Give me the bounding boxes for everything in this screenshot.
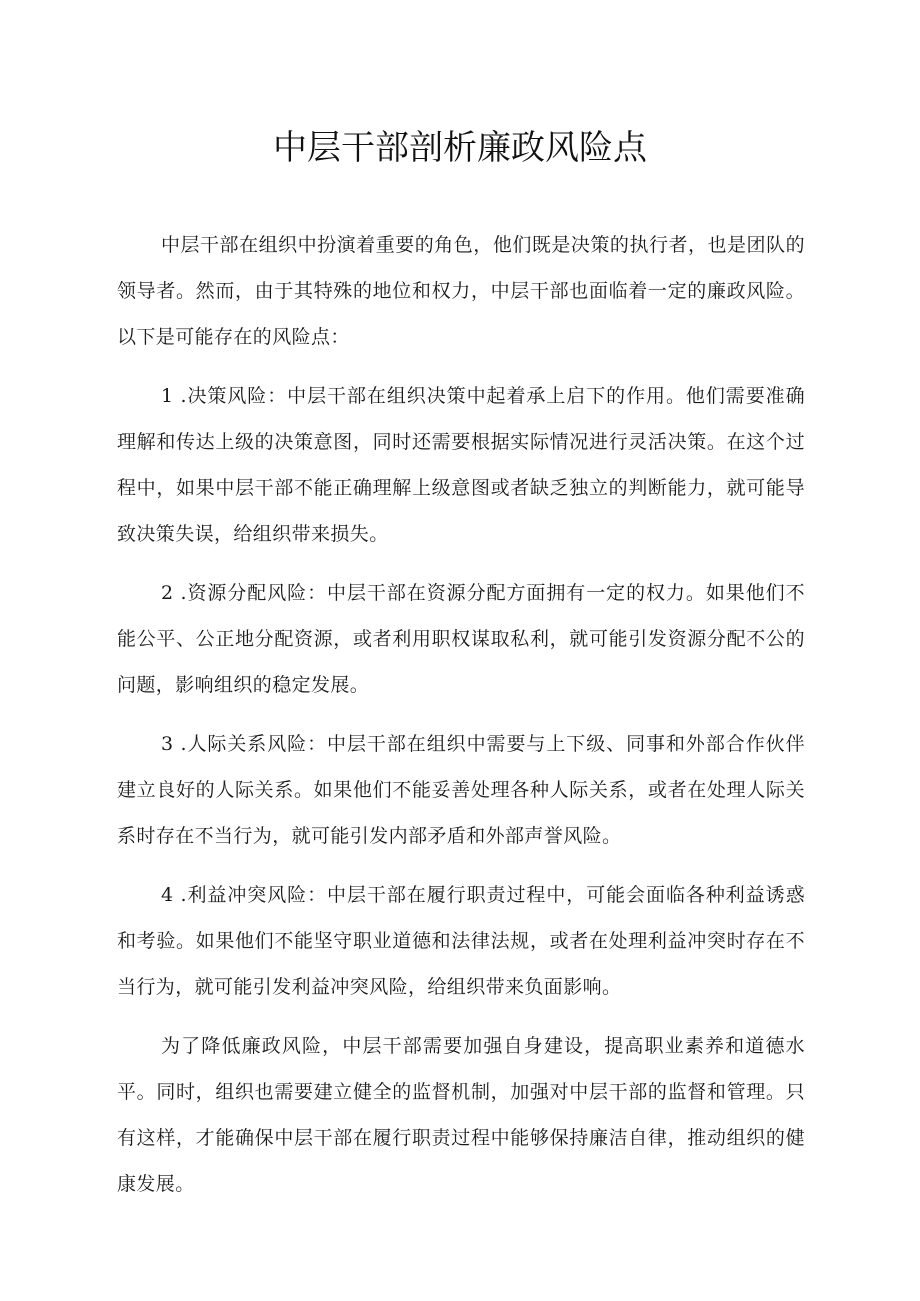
document-body <box>117 222 805 1220</box>
resource-allocation-risk-paragraph: 2 .资源分配风险：中层干部在资源分配方面拥有一定的权力。如果他们不能公平、公正地分配资源，或者利用职权谋取私利，就可能引发资源分配不公的问题，影响组织的稳定发展。 <box>117 582 805 696</box>
conflict-of-interest-risk-paragraph: 4 .利益冲突风险：中层干部在履行职责过程中，可能会面临各种利益诱惑和考验。如果他们不能坚守职业道德和法律法规，或者在处理利益冲突时存在不当行为，就可能引发利益冲突风险，给组织带来负面影响。 <box>117 884 805 998</box>
conclusion-paragraph: 为了降低廉政风险，中层干部需要加强自身建设，提高职业素养和道德水平。同时，组织也需要建立健全的监督机制，加强对中层干部的监督和管理。只有这样，才能确保中层干部在履行职责过程中能够保持廉洁自律，推动组织的健康发展。 <box>117 1035 805 1195</box>
interpersonal-risk-paragraph: 3 .人际关系风险：中层干部在组织中需要与上下级、同事和外部合作伙伴建立良好的人际关系。如果他们不能妥善处理各种人际关系，或者在处理人际关系时存在不当行为，就可能引发内部矛盾和外部声誉风险。 <box>117 733 805 847</box>
intro-paragraph: 中层干部在组织中扮演着重要的角色，他们既是决策的执行者，也是团队的领导者。然而，由于其特殊的地位和权力，中层干部也面临着一定的廉政风险。以下是可能存在的风险点： <box>117 234 805 348</box>
decision-risk-paragraph: 1 .决策风险：中层干部在组织决策中起着承上启下的作用。他们需要准确理解和传达上级的决策意图，同时还需要根据实际情况进行灵活决策。在这个过程中，如果中层干部不能正确理解上级意图或者缺乏独立的判断能力，就可能导致决策失误，给组织带来损失。 <box>117 385 805 545</box>
document-title: 中层干部剖析廉政风险点 <box>273 128 647 168</box>
